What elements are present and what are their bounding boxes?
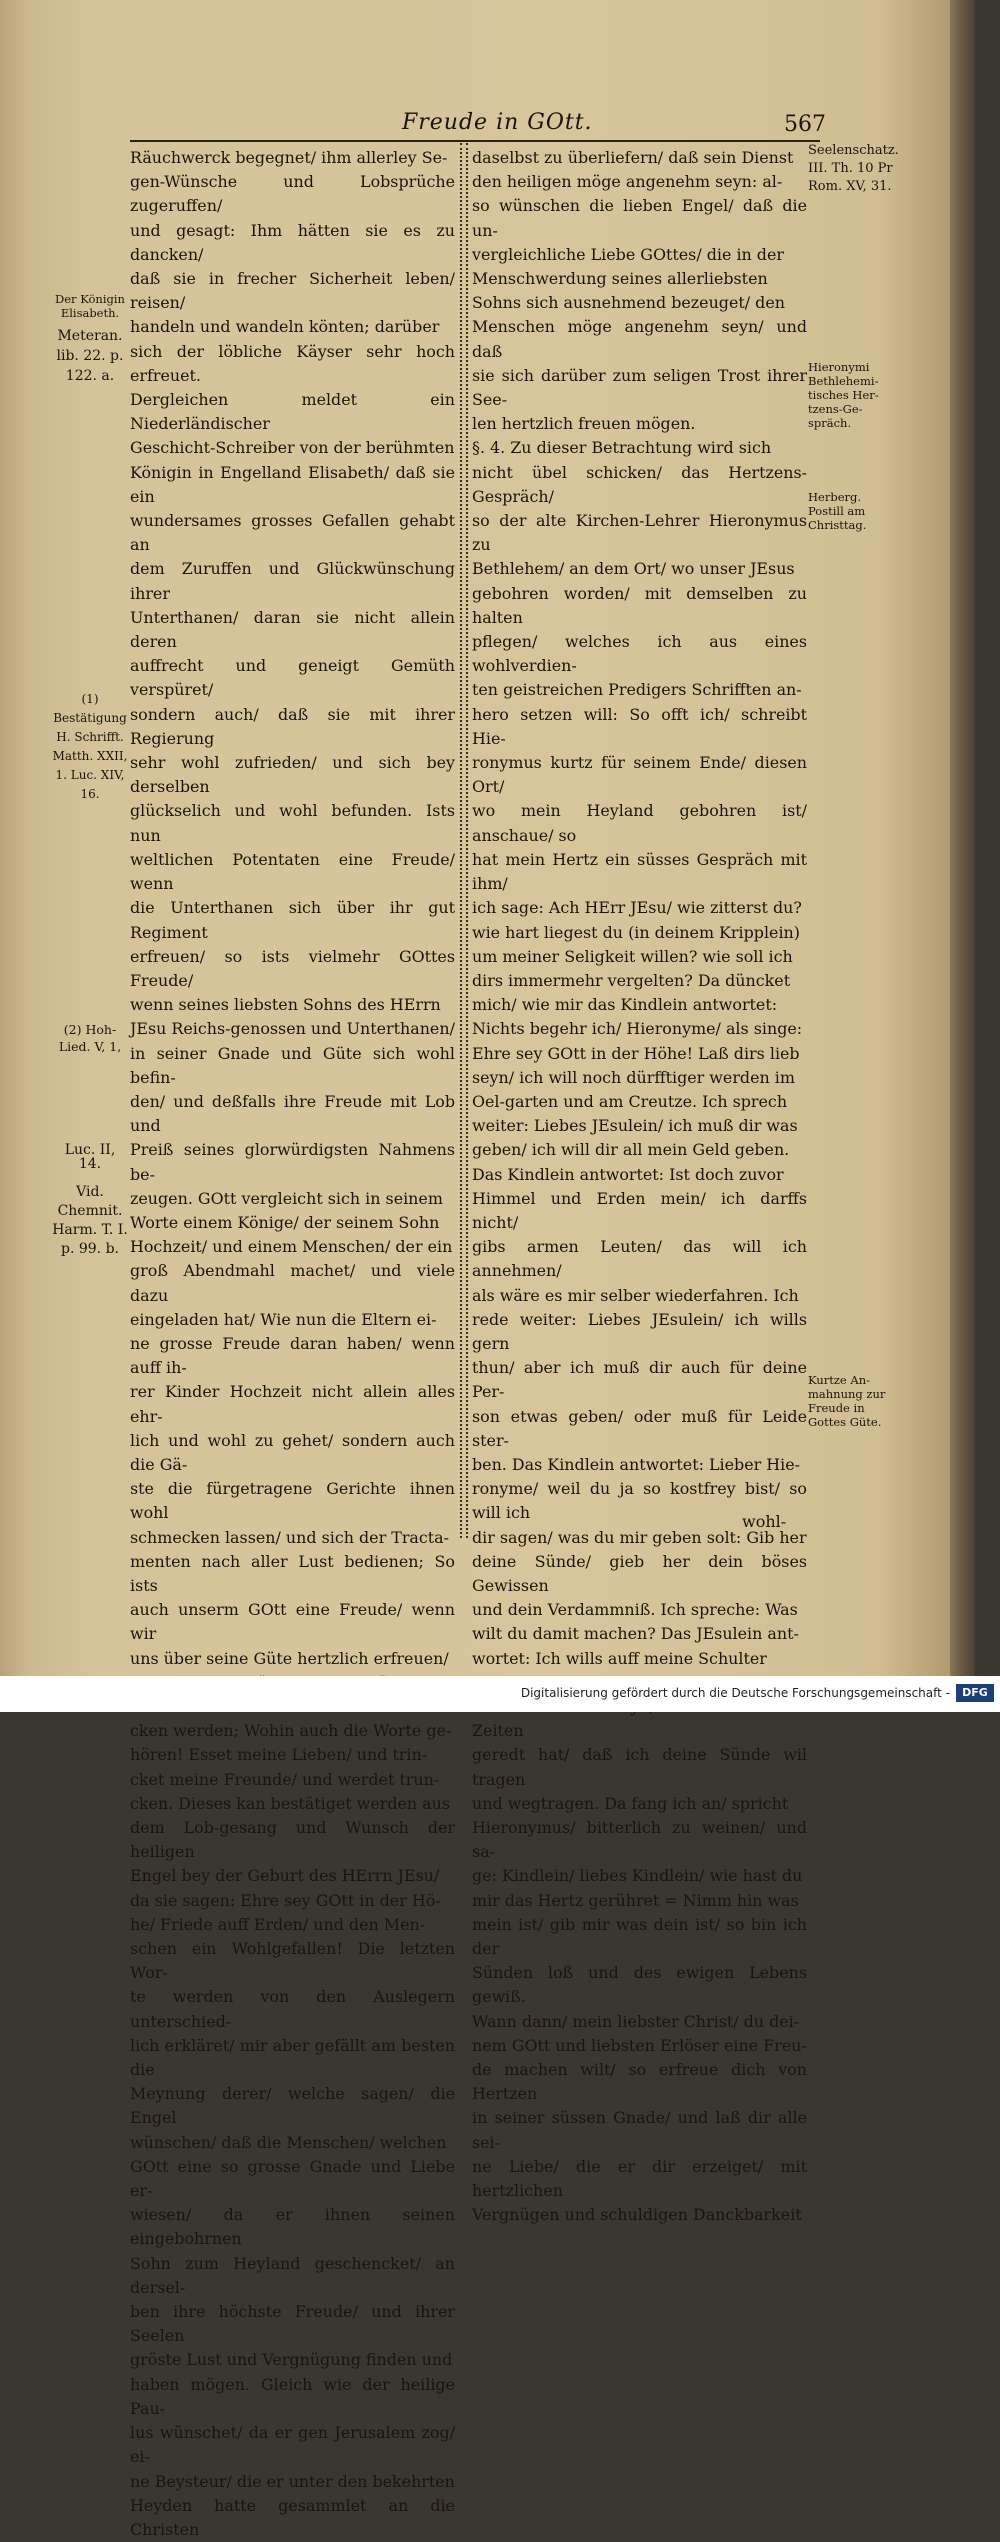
text-line: auffrecht und geneigt Gemüth verspüret/	[130, 656, 455, 700]
text-line: hören! Esset meine Lieben/ und trin-	[130, 1745, 428, 1765]
page-number: 567	[784, 112, 826, 137]
text-line: deine Sünde/ gieb her dein böses Gewissen	[472, 1551, 807, 1595]
header-rule	[130, 140, 820, 142]
text-line: cken werden; Wohin auch die Worte ge-	[130, 1721, 452, 1741]
text-line: ne grosse Freude daran haben/ wenn auff ih-	[130, 1333, 455, 1378]
margin-note: (2) Hoh-Lied. V, 1,	[58, 1022, 122, 1054]
text-line: so der alte Kirchen-Lehrer Hieronymus zu	[472, 511, 807, 555]
text-line: Hochzeit/ und einem Menschen/ der ein	[130, 1237, 453, 1257]
text-line: wundersames grosses Gefallen gehabt an	[130, 511, 455, 555]
column-divider	[460, 143, 464, 1538]
text-line: sondern auch/ daß sie mit ihrer Regierung	[130, 704, 455, 748]
text-line: gen-Wünsche und Lobsprüche zugeruffen/	[130, 172, 455, 216]
text-line: sie sich darüber zum seligen Trost ihrer See-	[472, 365, 807, 410]
text-line: thun/ aber ich muß dir auch für deine Per-	[472, 1358, 807, 1402]
text-line: Menschen möge angenehm seyn/ und daß	[472, 317, 807, 361]
text-line: seyn/ ich will noch dürfftiger werden im	[472, 1067, 795, 1087]
margin-note: Herberg. Postill am Christtag.	[808, 490, 867, 532]
text-line: als wäre es mir selber wiederfahren. Ich	[472, 1285, 799, 1305]
text-line: mein ist/ gib mir was dein ist/ so bin ich der	[472, 1914, 807, 1959]
text-line: ten geistreichen Predigers Schrifften an-	[472, 680, 802, 700]
text-line: uns über seine Güte hertzlich erfreuen/	[130, 1648, 449, 1668]
text-line: lus wünschet/ da er gen Jerusalem zog/ ei-	[130, 2423, 455, 2467]
text-line: Himmel und Erden mein/ ich darffs nicht/	[472, 1188, 807, 1232]
text-line: ne Beysteur/ die er unter den bekehrten	[130, 2471, 455, 2491]
text-line: wie hart liegest du (in deinem Kripplein)	[472, 922, 800, 942]
text-line: Worte einem Könige/ der seinem Sohn	[130, 1212, 440, 1232]
text-line: ste die fürgetragene Gerichte ihnen wohl	[130, 1479, 455, 1523]
text-line: Das Kindlein antwortet: Ist doch zuvor	[472, 1164, 784, 1184]
text-line: rede weiter: Liebes JEsulein/ ich wills gern	[472, 1309, 807, 1353]
margin-note: (1) Bestätigung H. Schrifft. Matth. XXII, 1. Luc. XIV, 16.	[52, 692, 128, 801]
text-line: dem Zuruffen und Glückwünschung ihrer	[130, 559, 455, 603]
text-line: cket meine Freunde/ und werdet trun-	[130, 1769, 440, 1789]
text-line: menten nach aller Lust bedienen; So ists	[130, 1551, 455, 1595]
text-line: um meiner Seligkeit willen? wie soll ich	[472, 946, 793, 966]
text-line: de machen wilt/ so erfreue dich von Hertzen	[472, 2060, 807, 2104]
text-line: wo mein Heyland gebohren ist/ anschaue/ so	[472, 801, 807, 845]
text-line: daß sie in frecher Sicherheit leben/ reisen/	[130, 269, 455, 313]
text-line: pflegen/ welches ich aus eines wohlverdien-	[472, 632, 807, 676]
margin-note: Vid. Chemnit. Harm. T. I. p. 99. b.	[52, 1184, 128, 1257]
text-line: gibs armen Leuten/ das will ich annehmen/	[472, 1237, 807, 1281]
text-line: Vergnügen und schuldigen Danckbarkeit	[472, 2205, 802, 2225]
text-line: ben ihre höchste Freude/ und ihrer Seelen	[130, 2302, 455, 2346]
text-line: gebohren worden/ mit demselben zu halten	[472, 583, 807, 627]
text-line: schmecken lassen/ und sich der Tracta-	[130, 1527, 450, 1547]
text-line: Engel bey der Geburt des HErrn JEsu/	[130, 1866, 440, 1886]
text-line: sehr wohl zufrieden/ und sich bey derselben	[130, 753, 455, 797]
text-line: erfreuen/ so ists vielmehr GOttes Freude/	[130, 946, 455, 990]
text-line: rer Kinder Hochzeit nicht allein alles ehr-	[130, 1382, 455, 1426]
text-line: Nichts begehr ich/ Hieronyme/ als singe:	[472, 1019, 803, 1039]
text-line: Geschicht-Schreiber von der berühmten	[130, 438, 455, 458]
catchword: wohl-	[742, 1512, 787, 1531]
text-line: Preiß seines glorwürdigsten Nahmens be-	[130, 1140, 455, 1184]
text-line: Sohn zum Heyland geschencket/ an dersel-	[130, 2253, 455, 2297]
text-line: wilt du damit machen? Das JEsulein ant-	[472, 1624, 799, 1644]
right-text-column	[472, 146, 807, 2227]
text-line: Ehre sey GOtt in der Höhe! Laß dirs lieb	[472, 1043, 800, 1063]
text-line: wenn seines liebsten Sohns des HErrn	[130, 995, 441, 1015]
text-line: ge: Kindlein/ liebes Kindlein/ wie hast du	[472, 1866, 803, 1886]
column-divider	[466, 143, 470, 1538]
text-line: den heiligen möge angenehm seyn: al-	[472, 172, 783, 192]
text-line: und dein Verdammniß. Ich spreche: Was	[472, 1600, 798, 1620]
text-line: ne Liebe/ die er dir erzeiget/ mit hertzlichen	[472, 2156, 807, 2201]
text-line: und gesagt: Ihm hätten sie es zu dancken/	[130, 220, 455, 264]
text-line: JEsu Reichs-genossen und Unterthanen/	[130, 1019, 455, 1039]
text-line: schen ein Wohlgefallen! Die letzten Wor-	[130, 1939, 455, 1983]
text-line: ronymus kurtz für seinem Ende/ diesen Ort/	[472, 753, 807, 797]
page-edge	[950, 0, 975, 1676]
text-line: weltlichen Potentaten eine Freude/ wenn	[130, 849, 455, 894]
margin-note: Seelenschatz. III. Th. 10 Pr Rom. XV, 31.	[808, 143, 899, 194]
text-line: Dergleichen meldet ein Niederländischer	[130, 390, 455, 434]
text-line: GOtt eine so grosse Gnade und Liebe er-	[130, 2156, 455, 2201]
text-line: vergleichliche Liebe GOttes/ die in der	[472, 244, 784, 264]
text-line: len hertzlich freuen mögen.	[472, 414, 696, 434]
text-line: Hieronymus/ bitterlich zu weinen/ und sa-	[472, 1818, 807, 1862]
text-line: son etwas geben/ oder muß für Leide ster-	[472, 1406, 807, 1450]
text-line: Wann dann/ mein liebster Christ/ du dei-	[472, 2011, 800, 2031]
text-line: dem Lob-gesang und Wunsch der heiligen	[130, 1818, 455, 1862]
text-line: Heyden hatte gesammlet an die Christen	[130, 2495, 455, 2539]
text-line: Unterthanen/ daran sie nicht allein deren	[130, 607, 455, 652]
margin-note: Kurtze An-mahnung zur Freude in Gottes Güte.	[808, 1373, 886, 1429]
text-line: Menschwerdung seines allerliebsten	[472, 269, 768, 289]
text-line: dirs immermehr vergelten? Da düncket	[472, 970, 791, 990]
text-line: gröste Lust und Vergnügung finden und	[130, 2350, 453, 2370]
text-line: hat mein Hertz ein süsses Gespräch mit ihm/	[472, 849, 807, 894]
text-line: weiter: Liebes JEsulein/ ich muß dir was	[472, 1116, 798, 1136]
text-line: ben. Das Kindlein antwortet: Lieber Hie-	[472, 1454, 800, 1474]
text-line: sich der löbliche Käyser sehr hoch erfreuet.	[130, 341, 455, 385]
text-line: geben/ ich will dir all mein Geld geben.	[472, 1140, 790, 1160]
text-line: Bethlehem/ an dem Ort/ wo unser JEsus	[472, 559, 795, 579]
text-line: wünschen/ daß die Menschen/ welchen	[130, 2132, 447, 2152]
text-line: in seiner Gnade und Güte sich wohl befin-	[130, 1043, 455, 1087]
text-line: wiesen/ da er ihnen seinen eingebohrnen	[130, 2205, 455, 2249]
text-line: haben mögen. Gleich wie der heilige Pau-	[130, 2374, 455, 2418]
text-line: nem GOtt und liebsten Erlöser eine Freu-	[472, 2035, 807, 2055]
text-line: ronyme/ weil du ja so kostfrey bist/ so will ich	[472, 1479, 807, 1523]
footer-bar	[0, 1676, 1000, 1712]
text-line: he/ Friede auff Erden/ und den Men-	[130, 1914, 426, 1934]
margin-note: Luc. II, 14.	[64, 1142, 116, 1172]
text-line: dir sagen/ was du mir geben solt: Gib her	[472, 1527, 807, 1547]
text-line: die Unterthanen sich über ihr gut Regiment	[130, 898, 455, 942]
text-line: eingeladen hat/ Wie nun die Eltern ei-	[130, 1309, 437, 1329]
text-line: und wegtragen. Da fang ich an/ spricht	[472, 1793, 789, 1813]
text-line: Sünden loß und des ewigen Lebens gewiß.	[472, 1963, 807, 2007]
left-text-column	[130, 146, 455, 2542]
margin-note: Der Königin Elisabeth.	[55, 292, 125, 320]
text-line: Oel-garten und am Creutze. Ich sprech	[472, 1091, 788, 1111]
text-line: lich erkläret/ mir aber gefällt am besten die	[130, 2035, 455, 2080]
text-line: Sohns sich ausnehmend bezeuget/ den	[472, 293, 785, 313]
text-line: zeugen. GOtt vergleicht sich in seinem	[130, 1188, 443, 1208]
text-line: handeln und wandeln könten; darüber	[130, 317, 440, 337]
text-line: so wünschen die lieben Engel/ daß die un-	[472, 196, 807, 240]
text-line: glückselich und wohl befunden. Ists nun	[130, 801, 455, 845]
text-line: Räuchwerck begegnet/ ihm allerley Se-	[130, 148, 448, 167]
text-line: da sie sagen: Ehre sey GOtt in der Hö-	[130, 1890, 441, 1910]
margin-note: Hieronymi Bethlehemi-tisches Her-tzens-Ge-spräch.	[808, 360, 879, 430]
text-line: groß Abendmahl machet/ und viele dazu	[130, 1261, 455, 1305]
text-line: hero setzen will: So offt ich/ schreibt Hie-	[472, 704, 807, 748]
text-line: in seiner süssen Gnade/ und laß dir alle sei-	[472, 2108, 807, 2152]
text-line: te werden von den Auslegern unterschied-	[130, 1987, 455, 2031]
text-line: cken. Dieses kan bestätiget werden aus	[130, 1793, 451, 1813]
funding-notice: Digitalisierung gefördert durch die Deutsche Forschungsgemeinschaft -	[520, 1686, 950, 1700]
text-line: den/ und deßfalls ihre Freude mit Lob und	[130, 1091, 455, 1136]
margin-note: Meteran. lib. 22. p. 122. a.	[56, 328, 124, 384]
text-line: geredt hat/ daß ich deine Sünde wil tragen	[472, 1745, 807, 1789]
text-line: Meynung derer/ welche sagen/ die Engel	[130, 2084, 455, 2128]
text-line: nicht übel schicken/ das Hertzens-Gespräch/	[472, 462, 807, 506]
text-line: lich und wohl zu gehet/ sondern auch die Gä-	[130, 1430, 455, 1474]
text-line: mir das Hertz gerühret = Nimm hin was	[472, 1890, 799, 1910]
text-line: Zeiten	[472, 1721, 524, 1741]
text-line: Königin in Engelland Elisabeth/ daß sie ein	[130, 462, 455, 506]
text-line: wortet: Ich wills auff meine Schulter	[472, 1648, 767, 1668]
text-line: daselbst zu überliefern/ daß sein Dienst	[472, 148, 794, 167]
text-line: ich sage: Ach HErr JEsu/ wie zitterst du?	[472, 898, 802, 918]
text-line: auch unserm GOtt eine Freude/ wenn wir	[130, 1600, 455, 1644]
text-line: mich/ wie mir das Kindlein antwortet:	[472, 995, 778, 1015]
running-head: Freude in GOtt.	[402, 110, 593, 135]
dfg-logo: DFG	[956, 1684, 994, 1702]
text-line: §. 4. Zu dieser Betrachtung wird sich	[472, 438, 772, 458]
